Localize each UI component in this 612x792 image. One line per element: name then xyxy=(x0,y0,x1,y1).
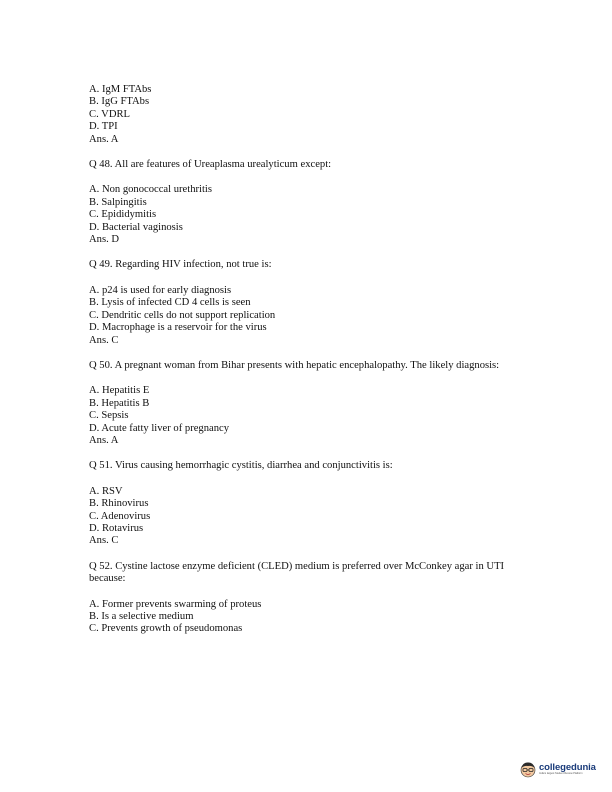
option-a: A. Former prevents swarming of proteus xyxy=(89,598,262,610)
option-c: C. Adenovirus xyxy=(89,510,151,522)
question-text: Q 49. Regarding HIV infection, not true is: xyxy=(89,259,272,271)
option-d: D. Bacterial vaginosis xyxy=(89,221,183,233)
option-b: B. Hepatitis B xyxy=(89,397,150,409)
option-c: C. VDRL xyxy=(89,108,131,120)
question-text: Q 51. Virus causing hemorrhagic cystitis, diarrhea and conjunctivitis is: xyxy=(89,460,393,472)
option-b: B. Is a selective medium xyxy=(89,611,194,622)
option-d: D. TPI xyxy=(89,121,118,133)
option-a: A. p24 is used for early diagnosis xyxy=(89,284,232,296)
option-d: D. Acute fatty liver of pregnancy xyxy=(89,422,230,434)
answer: Ans. A xyxy=(89,434,119,446)
question-text: Q 52. Cystine lactose enzyme deficient (CLED) medium is preferred over McConkey agar in UTI because: xyxy=(89,560,505,585)
option-a: A. RSV xyxy=(89,485,123,497)
answer: Ans. D xyxy=(89,234,120,246)
mascot-face-icon xyxy=(519,760,537,778)
question-50 xyxy=(89,360,529,447)
option-c: C. Epididymitis xyxy=(89,209,157,221)
option-c: C. Sepsis xyxy=(89,410,129,422)
question-text: Q 50. A pregnant woman from Bihar presents with hepatic encephalopathy. The likely diagnosis: xyxy=(89,359,500,371)
answer: Ans. A xyxy=(89,133,119,145)
option-b: B. Lysis of infected CD 4 cells is seen xyxy=(89,297,251,309)
option-b: B. IgG FTAbs xyxy=(89,96,150,108)
logo-tagline: India's largest Student Review Platform xyxy=(539,772,583,775)
option-d: D. Macrophage is a reservoir for the virus xyxy=(89,322,267,334)
document-page xyxy=(89,84,529,636)
question-text: Q 48. All are features of Ureaplasma urealyticum except: xyxy=(89,159,332,171)
question-52 xyxy=(89,561,529,636)
option-a: A. Hepatitis E xyxy=(89,385,150,397)
option-d: D. Rotavirus xyxy=(89,522,144,534)
answer: Ans. C xyxy=(89,334,119,346)
question-47-options xyxy=(89,84,529,146)
question-48 xyxy=(89,159,529,246)
question-51 xyxy=(89,460,529,547)
option-c: C. Prevents growth of pseudomonas xyxy=(89,623,243,635)
collegedunia-logo xyxy=(519,760,596,778)
logo-name: collegedunia xyxy=(539,761,596,773)
option-a: A. Non gonococcal urethritis xyxy=(89,184,212,196)
option-a: A. IgM FTAbs xyxy=(89,84,152,95)
option-b: B. Rhinovirus xyxy=(89,498,149,510)
question-49 xyxy=(89,259,529,346)
option-b: B. Salpingitis xyxy=(89,196,147,208)
option-c: C. Dendritic cells do not support replication xyxy=(89,309,276,321)
answer: Ans. C xyxy=(89,535,119,547)
